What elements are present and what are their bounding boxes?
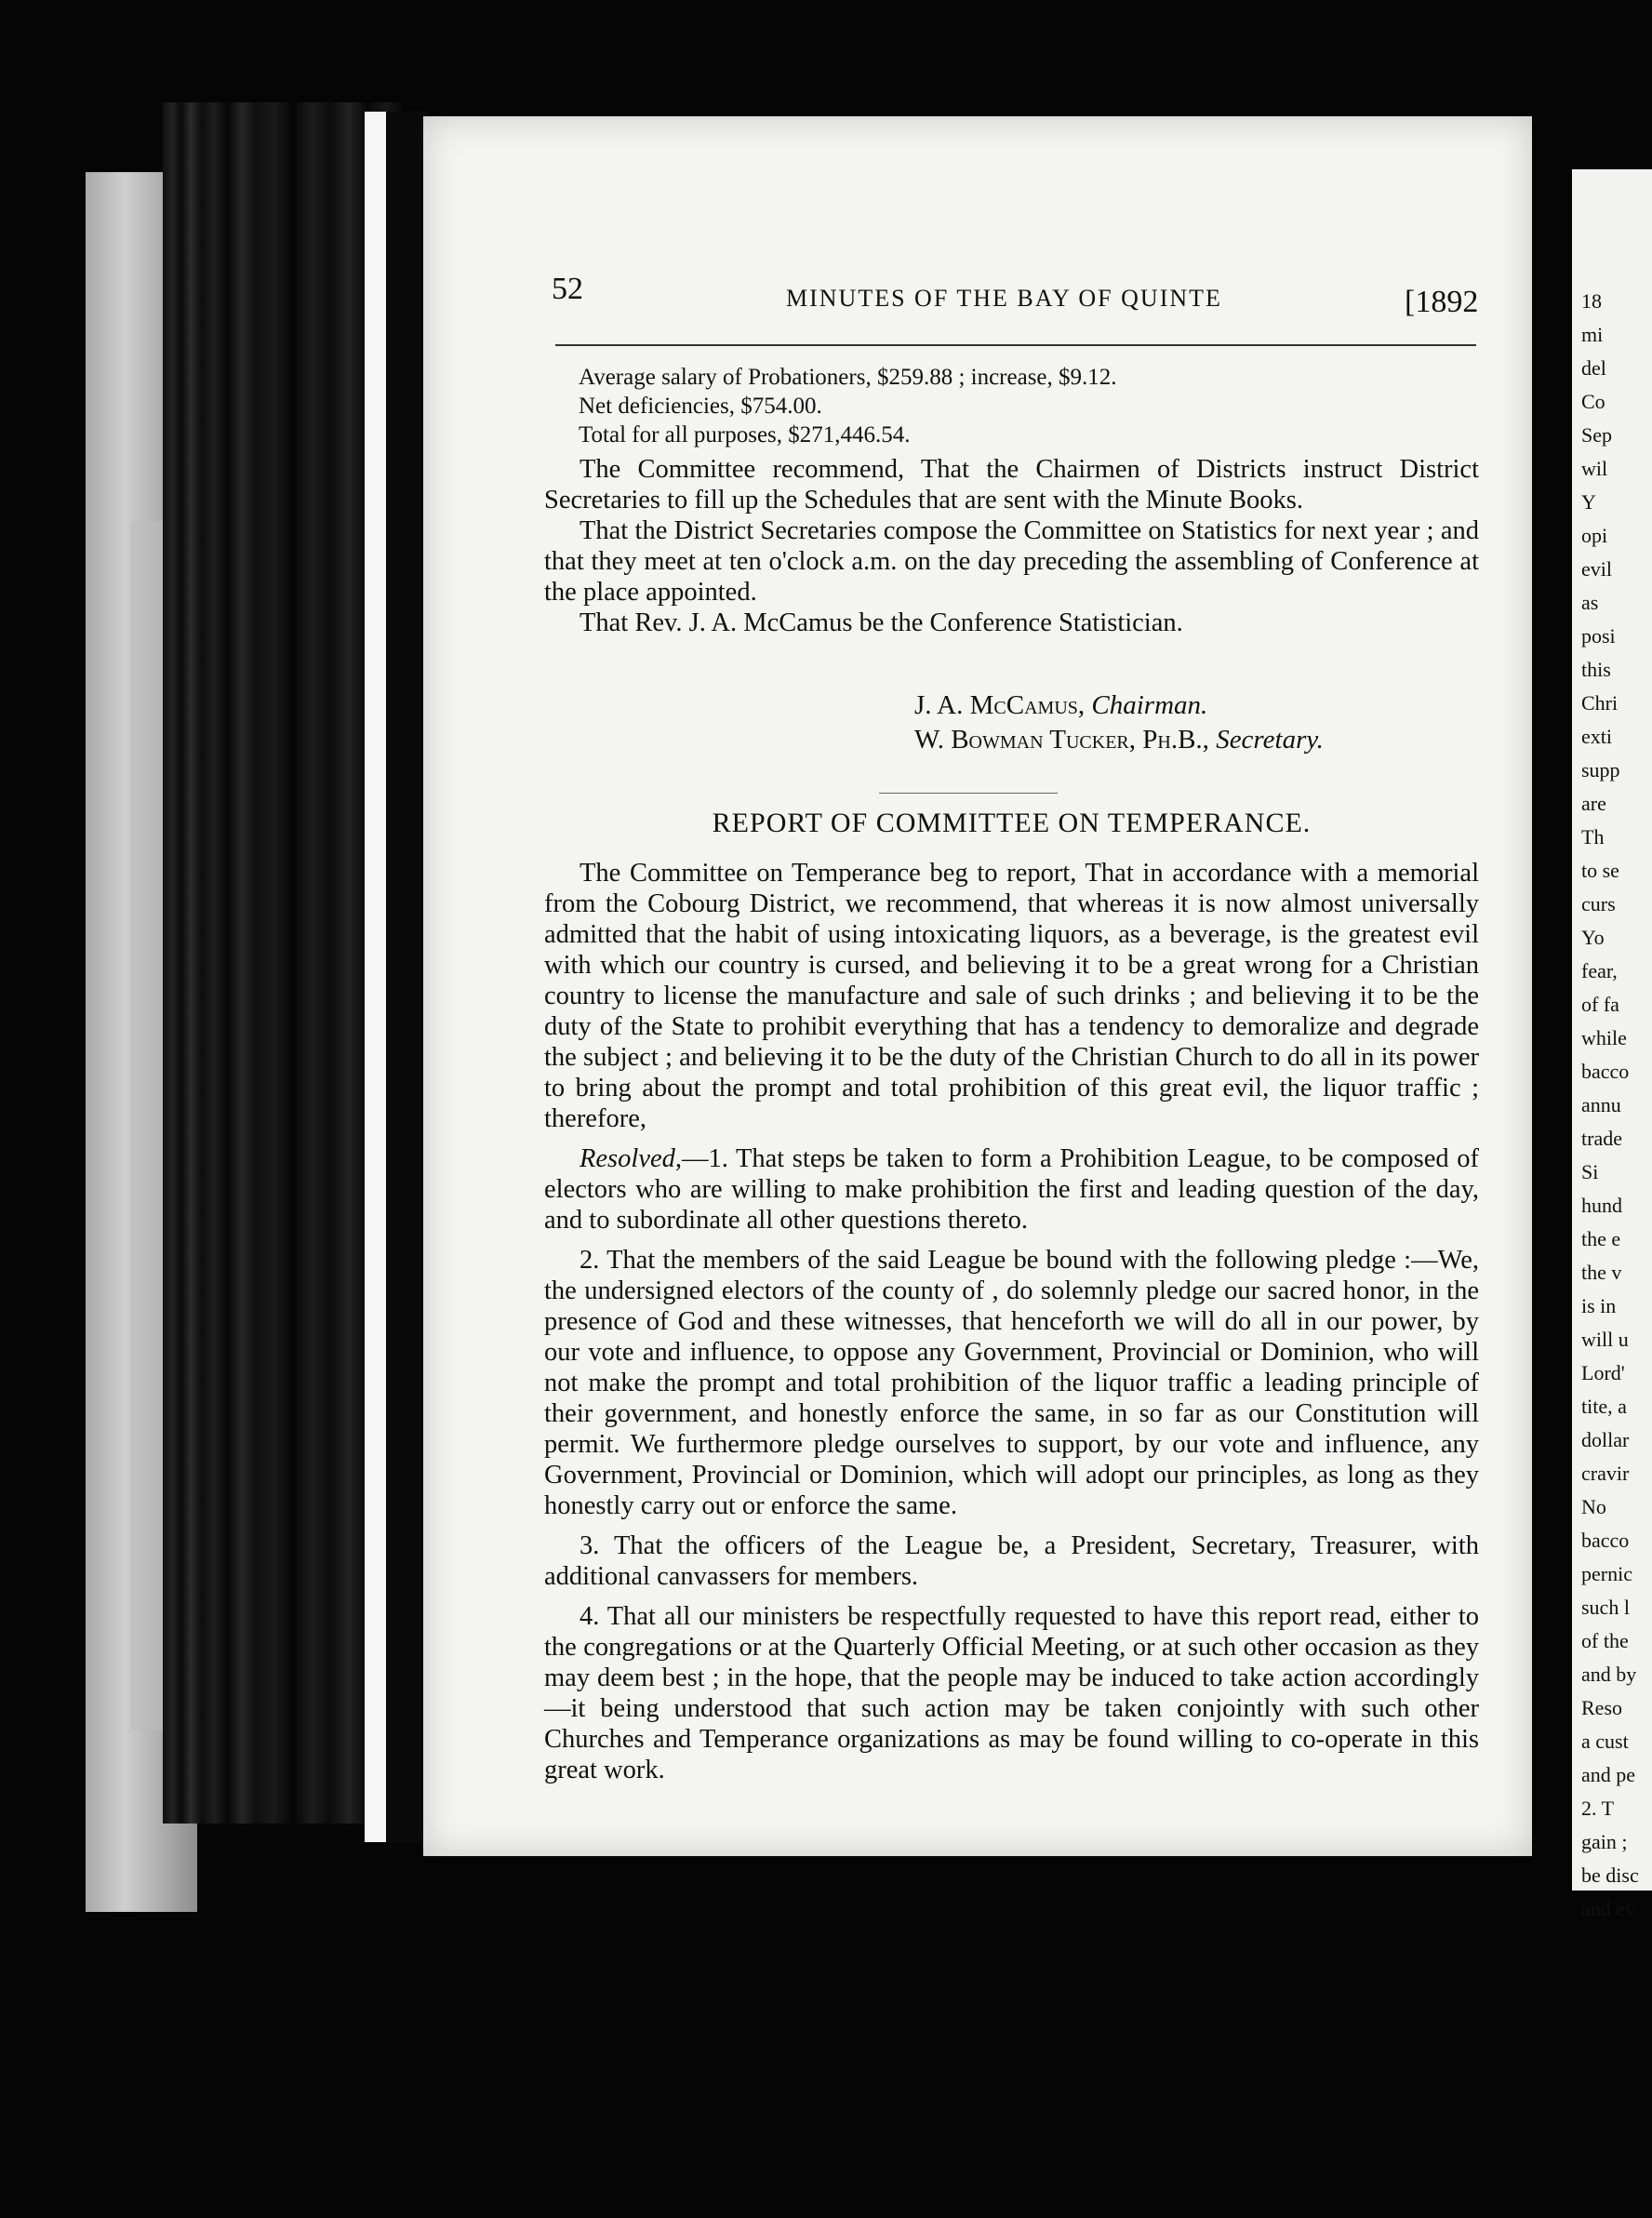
facing-page-fragment: of the bbox=[1581, 1629, 1629, 1652]
facing-page-fragment: of fa bbox=[1581, 993, 1619, 1016]
facing-page-fragment: the v bbox=[1581, 1261, 1622, 1284]
stat-line: Net deficiencies, $754.00. bbox=[579, 394, 822, 419]
facing-page-fragment: exti bbox=[1581, 725, 1612, 748]
facing-page-fragment: will u bbox=[1581, 1328, 1629, 1351]
resolution-4: 4. That all our ministers be respectfully requested to have this report read, either to the congregations or at the Quarterly Official Meeting, or at such other occasion as they may deem best ; in the hope, that the people may be induced to take action accordingly—it being understood that such action may be taken conjointly with such other Churches and Temperance organizations as may be found willing to co-operate in this great work. bbox=[544, 1602, 1479, 1784]
facing-page-fragment: tite, a bbox=[1581, 1395, 1627, 1418]
facing-page-fragment: No bbox=[1581, 1495, 1606, 1518]
section-divider bbox=[879, 793, 1058, 794]
page-number: 52 bbox=[552, 272, 583, 306]
facing-page-fragment: Co bbox=[1581, 390, 1605, 413]
facing-page-fragment: Y bbox=[1581, 490, 1596, 514]
facing-page-fragment: posi bbox=[1581, 624, 1616, 648]
facing-page-fragment: this bbox=[1581, 658, 1611, 681]
spine-band bbox=[386, 112, 428, 1842]
facing-page-fragment: bacco bbox=[1581, 1060, 1630, 1083]
running-title: MINUTES OF THE BAY OF QUINTE bbox=[786, 285, 1222, 312]
header-rule bbox=[555, 344, 1476, 346]
facing-page-fragment: Th bbox=[1581, 825, 1605, 848]
facing-page-fragment: hund bbox=[1581, 1194, 1622, 1217]
stat-line: Total for all purposes, $271,446.54. bbox=[579, 422, 911, 448]
facing-page-fragment: 2. T bbox=[1581, 1797, 1615, 1820]
resolution-text: —1. That steps be taken to form a Prohibition League, to be composed of electors who are willing to make prohibition the first and leading question of the day, and to subordinate all other questions thereto. bbox=[544, 1144, 1479, 1235]
facing-page-fragment: cravir bbox=[1581, 1462, 1630, 1485]
secretary-name: W. Bowman Tucker, Ph.B., bbox=[914, 725, 1209, 755]
facing-page-fragment: mi bbox=[1581, 323, 1604, 346]
paragraph: That Rev. J. A. McCamus be the Conference Statistician. bbox=[580, 608, 1183, 637]
paragraph: The Committee recommend, That the Chairmen of Districts instruct District Secretaries to fill up the Schedules that are sent with the Minute Books. bbox=[544, 455, 1479, 514]
stat-line: Average salary of Probationers, $259.88 ; increase, $9.12. bbox=[579, 365, 1117, 390]
secretary-title: Secretary. bbox=[1216, 725, 1324, 755]
facing-page bbox=[1572, 169, 1652, 1920]
facing-page-fragment: del bbox=[1581, 356, 1606, 380]
facing-page-fragment: Sep bbox=[1581, 423, 1612, 447]
chairman-title: Chairman. bbox=[1091, 690, 1208, 720]
chairman-name: J. A. McCamus, bbox=[914, 690, 1086, 720]
facing-page-fragment: pernic bbox=[1581, 1562, 1632, 1585]
resolution-1 bbox=[544, 1143, 1479, 1236]
temperance-report-title: REPORT OF COMMITTEE ON TEMPERANCE. bbox=[712, 808, 1312, 838]
facing-page-fragment: 18 bbox=[1581, 289, 1602, 313]
facing-page-fragment: is in bbox=[1581, 1294, 1617, 1317]
resolution-3: 3. That the officers of the League be, a President, Secretary, Treasurer, with additional canvassers for members. bbox=[544, 1531, 1479, 1591]
facing-page-fragment: fear, bbox=[1581, 959, 1618, 982]
facing-page-fragment: Reso bbox=[1581, 1696, 1622, 1719]
facing-page-fragment: Lord' bbox=[1581, 1361, 1625, 1384]
facing-page-fragment: supp bbox=[1581, 758, 1620, 782]
facing-page-fragment: Si bbox=[1581, 1160, 1599, 1183]
facing-page-fragment: opi bbox=[1581, 524, 1608, 547]
facing-page-fragment: the e bbox=[1581, 1227, 1621, 1250]
paragraph: That the District Secretaries compose the Committee on Statistics for next year ; and that they meet at ten o'clock a.m. on the day preceding the assembling of Conference at the place appointed. bbox=[544, 516, 1479, 607]
facing-page-fragment: Yo bbox=[1581, 926, 1605, 949]
facing-page-fragment: wil bbox=[1581, 457, 1608, 480]
statistics-summary bbox=[579, 363, 1117, 449]
facing-page-fragment: to se bbox=[1581, 859, 1619, 882]
facing-page-fragment: as bbox=[1581, 591, 1599, 614]
facing-page-fragment: annu bbox=[1581, 1093, 1621, 1116]
statistics-recommendations bbox=[544, 454, 1479, 638]
resolved-label: Resolved, bbox=[580, 1144, 682, 1173]
running-year: [1892 bbox=[1405, 285, 1479, 319]
facing-page-fragment: and ev bbox=[1581, 1897, 1636, 1920]
facing-page-fragment: bacco bbox=[1581, 1529, 1630, 1552]
chairman-signature bbox=[914, 688, 1207, 723]
facing-page-fragment: trade bbox=[1581, 1127, 1622, 1150]
facing-page-fragment: evil bbox=[1581, 557, 1612, 581]
facing-page-fragment: gain ; bbox=[1581, 1830, 1628, 1853]
facing-page-fragment: curs bbox=[1581, 892, 1616, 915]
facing-page-fragment: be disc bbox=[1581, 1864, 1639, 1887]
temperance-report-body bbox=[544, 858, 1479, 1795]
resolution-2: 2. That the members of the said League be bound with the following pledge :—We, the undersigned electors of the county of , do solemnly pledge our sacred honor, in the presence of God and these witnesses, that henceforth we will do all in our power, by our vote and influence, to oppose any Government, Provincial or Dominion, who will not make the prompt and total prohibition of the liquor traffic a leading principle of their government, and honestly enforce the same, in so far as our Constitution will permit. We furthermore pledge ourselves to support, by our vote and influence, any Government, Provincial or Dominion, which will adopt our principles, as long as they honestly carry out or enforce the same. bbox=[544, 1246, 1479, 1520]
facing-page-fragment: such l bbox=[1581, 1596, 1630, 1619]
facing-page-fragment: are bbox=[1581, 792, 1606, 815]
secretary-signature bbox=[914, 723, 1324, 757]
facing-page-fragment: a cust bbox=[1581, 1730, 1629, 1753]
facing-page-fragment: and by bbox=[1581, 1663, 1637, 1686]
facing-page-fragment: and pe bbox=[1581, 1763, 1636, 1786]
paragraph: The Committee on Temperance beg to report, That in accordance with a memorial from the Cobourg District, we recommend, that whereas it is now almost universally admitted that the habit of using intoxicating liquors, as a beverage, is the greatest evil with which our country is cursed, and believing it to be a great wrong for a Christian country to license the manufacture and sale of such drinks ; and believing it to be the duty of the State to prohibit everything that has a tendency to demoralize and degrade the subject ; and believing it to be the duty of the Christian Church to do all in its power to bring about the prompt and total prohibition of this great evil, the liquor traffic ; therefore, bbox=[544, 859, 1479, 1133]
facing-page-fragment: Chri bbox=[1581, 691, 1619, 715]
facing-page-fragment: dollar bbox=[1581, 1428, 1630, 1451]
facing-page-fragment: while bbox=[1581, 1026, 1627, 1049]
